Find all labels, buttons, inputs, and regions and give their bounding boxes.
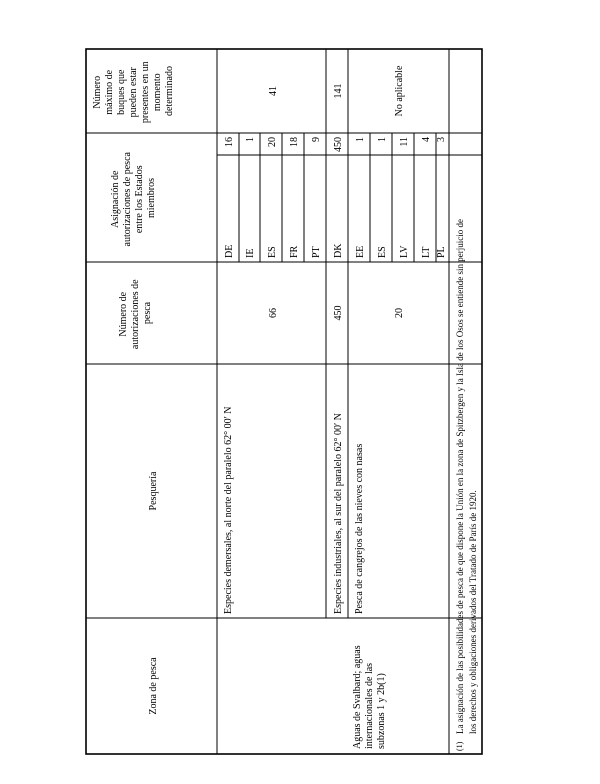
- ms-cell: EE: [355, 245, 366, 258]
- numero-cell-1: 66: [268, 308, 279, 318]
- alloc-value-cell: 3: [436, 137, 447, 142]
- ms-cell: IE: [245, 248, 256, 258]
- ms-cell: ES: [377, 246, 388, 258]
- maximo-cell-2: 141: [333, 83, 344, 99]
- ms-cell: LV: [399, 245, 410, 258]
- ms-cell: ES: [267, 246, 278, 258]
- pesqueria-cell-1: Especies demersales, al norte del paralelo 62° 00′ N: [223, 406, 234, 614]
- ms-cell: DK: [333, 243, 344, 258]
- ms-cell: LT: [421, 246, 432, 258]
- alloc-value-cell: 450: [333, 137, 344, 152]
- alloc-value-cell: 1: [245, 137, 256, 142]
- header-numero: Número de autorizaciones de pesca: [118, 279, 153, 350]
- header-maximo: Número máximo de buques que pueden estar presentes en un momento determinado: [92, 61, 175, 124]
- alloc-value-cell: 16: [224, 137, 235, 147]
- alloc-value-cell: 1: [377, 137, 388, 142]
- pesqueria-cell-2: Especies industriales, al sur del paralelo 62° 00′ N: [333, 413, 344, 614]
- footnote-line-2: los derechos y obligaciones derivados del Tratado de París de 1920.: [468, 490, 478, 734]
- maximo-cell-1: 41: [268, 86, 279, 96]
- header-pesqueria: Pesquería: [148, 471, 159, 511]
- footnote-mark: (1): [455, 741, 464, 751]
- alloc-value-cell: 18: [289, 137, 300, 147]
- ms-cell: PT: [311, 246, 322, 258]
- alloc-value-cell: 9: [311, 137, 322, 142]
- ms-cell: FR: [289, 245, 300, 258]
- numero-cell-2: 450: [333, 305, 344, 321]
- pesqueria-cell-3: Pesca de cangrejos de las nieves con nasas: [354, 443, 365, 614]
- zona-cell: Aguas de Svalbard; aguas internacionales de las subzonas 1 y 2b(1): [352, 645, 387, 749]
- alloc-value-cell: 11: [399, 137, 410, 147]
- alloc-value-cell: 1: [355, 137, 366, 142]
- footnote-line-1: La asignación de las posibilidades de pesca de que dispone la Unión en la zona de Spitzbergen y la Isla de los Osos se entiende sin perjuicio de: [455, 219, 465, 734]
- numero-cell-3: 20: [394, 308, 405, 318]
- alloc-value-cell: 20: [267, 137, 278, 147]
- alloc-value-cell: 4: [421, 137, 432, 142]
- header-zona: Zona de pesca: [148, 657, 159, 715]
- header-asignacion: Asignación de autorizaciones de pesca entre los Estados miembros: [110, 152, 157, 247]
- ms-cell: PL: [436, 246, 447, 258]
- table-group: [86, 49, 482, 754]
- ms-cell: DE: [224, 244, 235, 258]
- maximo-cell-3: No aplicable: [394, 65, 405, 117]
